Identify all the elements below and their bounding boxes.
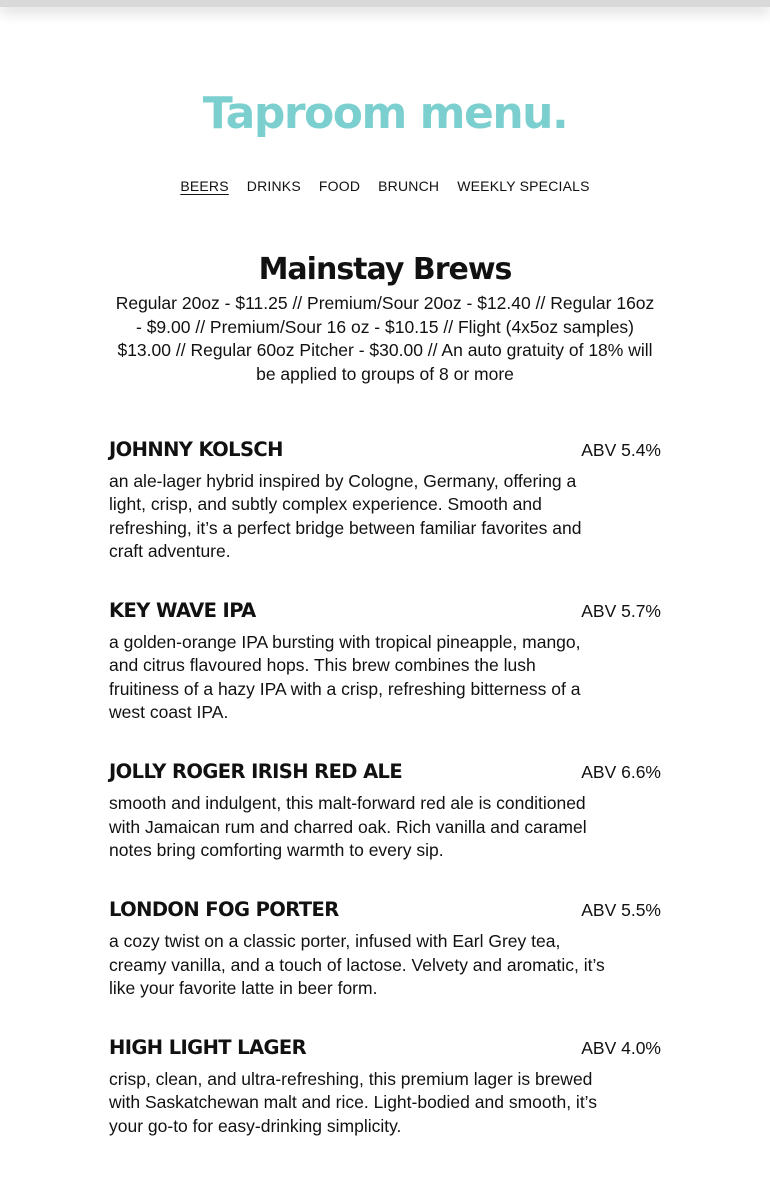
item-description: crisp, clean, and ultra-refreshing, this premium lager is brewed with Saskatchewan malt and rice. Light-bodied and smooth, it’s your go-to for easy-drinking simplicity. [109,1069,598,1136]
item-abv: ABV 5.7% [581,601,661,622]
list-item [109,599,661,724]
section-pricing: Regular 20oz - $11.25 // Premium/Sour 20oz - $12.40 // Regular 16oz - $9.00 // Premium/Sour 16 oz - $10.15 // Flight (4x5oz samples) $13.00 // Regular 60oz Pitcher - $30.00 // An auto gratuity of 18% will be applied to groups of 8 or more [115,293,655,384]
item-name: JOHNNY KOLSCH [109,438,283,461]
list-item [109,438,661,563]
tab-food[interactable]: FOOD [318,178,361,194]
item-abv: ABV 4.0% [581,1038,661,1059]
item-name: JOLLY ROGER IRISH RED ALE [109,760,403,784]
item-description: an ale-lager hybrid inspired by Cologne, Germany, offering a light, crisp, and subtly complex experience. Smooth and refreshing, it’s a perfect bridge between familiar favorites and craft adventure. [109,471,582,561]
item-description: a golden-orange IPA bursting with tropical pineapple, mango, and citrus flavoured hops. This brew combines the lush fruitiness of a hazy IPA with a crisp, refreshing bitterness of a west coast IPA. [109,632,581,723]
tab-drinks[interactable]: DRINKS [246,178,301,194]
item-name: LONDON FOG PORTER [109,898,339,922]
item-abv: ABV 5.4% [581,440,661,460]
menu-nav [0,178,770,194]
list-item [109,898,661,1000]
item-description: a cozy twist on a classic porter, infused with Earl Grey tea, creamy vanilla, and a touch of lactose. Velvety and aromatic, it’s like your favorite latte in beer form. [109,931,605,998]
tab-weekly-specials[interactable]: WEEKLY SPECIALS [457,178,590,194]
page-title: Taproom menu. [202,88,568,139]
tab-beers[interactable]: BEERS [180,178,229,194]
item-abv: ABV 6.6% [581,762,661,783]
item-abv: ABV 5.5% [581,900,661,921]
beer-list [109,438,661,1138]
section-title: Mainstay Brews [258,252,512,287]
list-item [109,1036,661,1138]
item-description: smooth and indulgent, this malt-forward red ale is conditioned with Jamaican rum and charred oak. Rich vanilla and caramel notes bring comforting warmth to every sip. [109,793,587,860]
item-name: HIGH LIGHT LAGER [109,1036,307,1060]
top-bar [0,0,770,7]
tab-brunch[interactable]: BRUNCH [378,178,440,194]
item-name: KEY WAVE IPA [109,599,256,623]
list-item [109,760,661,862]
